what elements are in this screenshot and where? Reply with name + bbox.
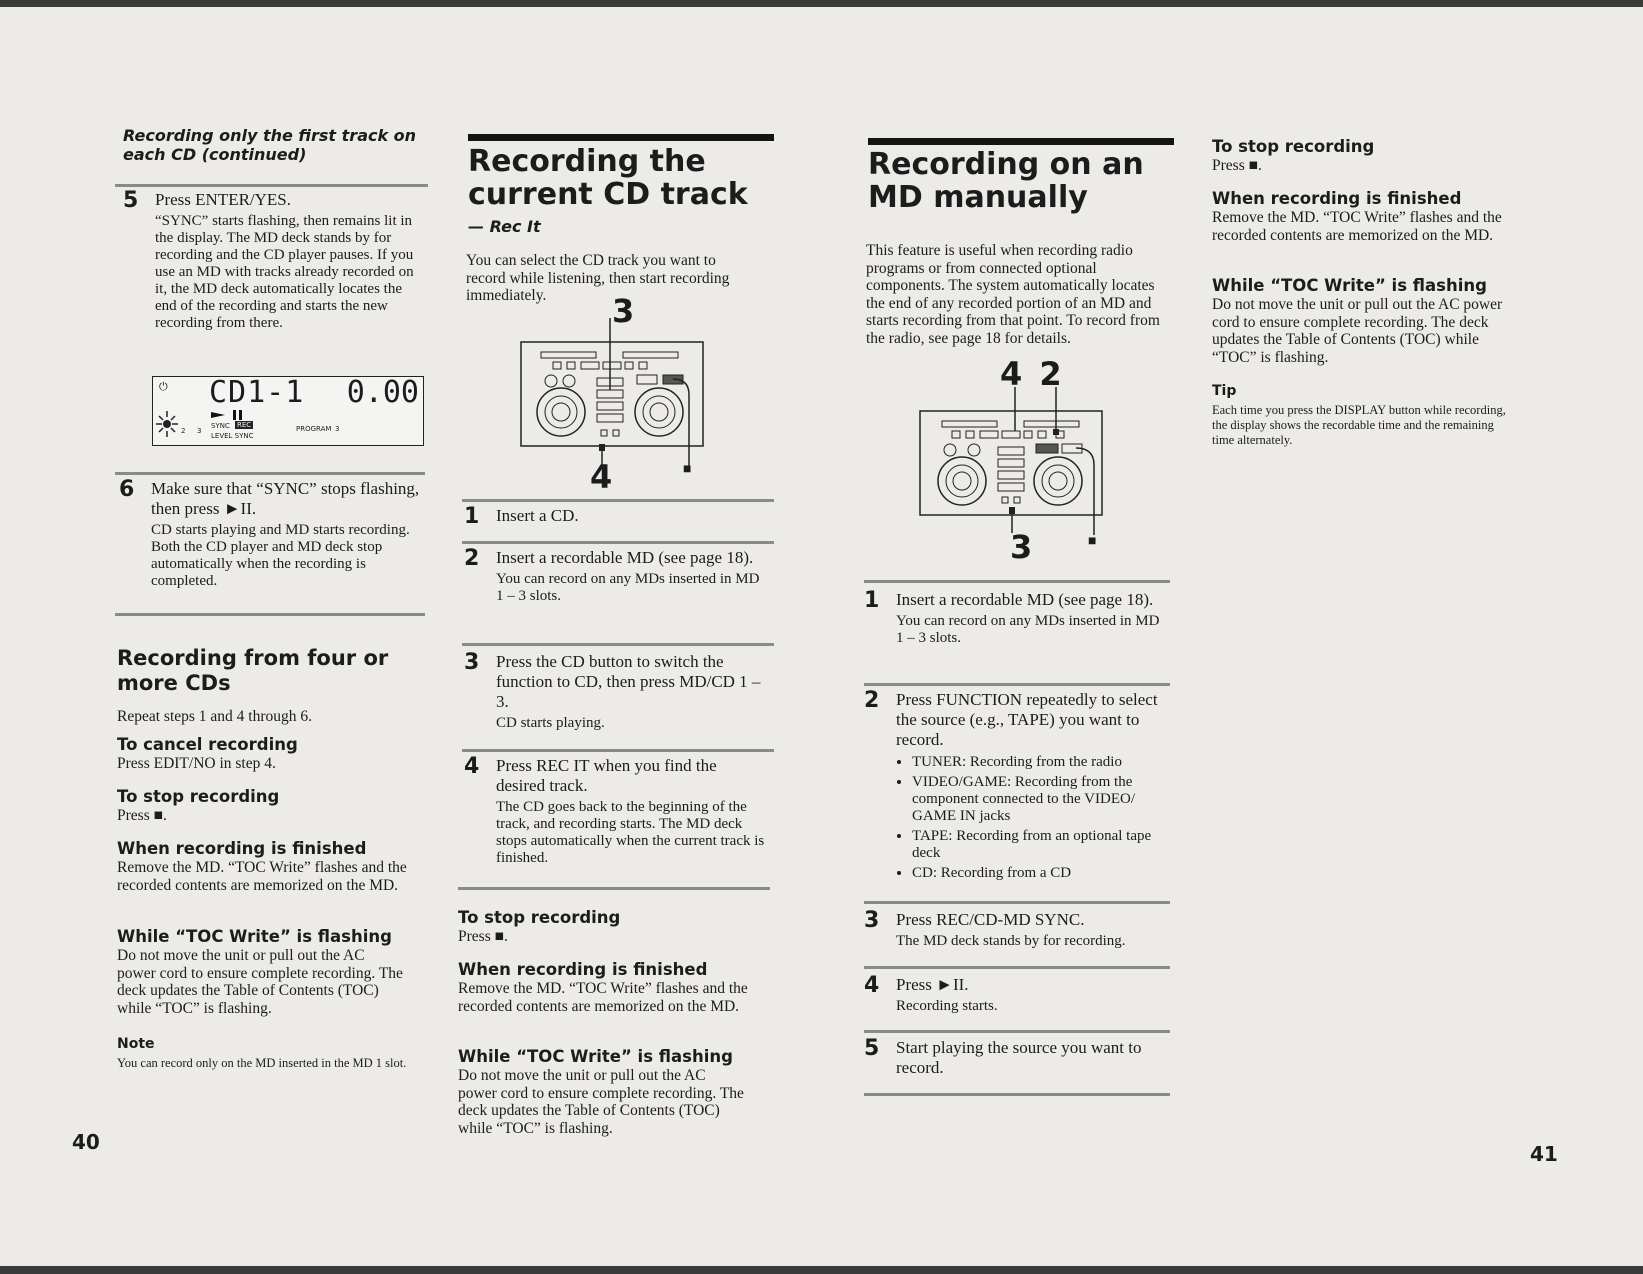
divider bbox=[115, 613, 425, 616]
step-lead: Insert a CD. bbox=[496, 506, 579, 525]
page-number-left: 40 bbox=[72, 1130, 100, 1154]
display-program: PROGRAM bbox=[296, 425, 332, 433]
section-text: Press EDIT/NO in step 4. bbox=[117, 755, 276, 772]
section-text: Press ■. bbox=[1212, 157, 1262, 174]
divider bbox=[462, 541, 774, 544]
step-number: 5 bbox=[123, 188, 139, 213]
divider bbox=[864, 966, 1170, 969]
step-detail: You can record on any MDs inserted in MD 1 – 3 slots. bbox=[896, 613, 1160, 646]
section-title: To cancel recording bbox=[117, 735, 298, 754]
step-number: 4 bbox=[464, 754, 480, 779]
step-number: 6 bbox=[119, 477, 135, 502]
step-lead: Insert a recordable MD (see page 18). bbox=[896, 590, 1154, 609]
section-title: When recording is finished bbox=[1212, 189, 1462, 208]
four-cds-section bbox=[117, 646, 417, 726]
device-illustration bbox=[916, 385, 1116, 545]
section-text: Repeat steps 1 and 4 through 6. bbox=[117, 708, 313, 725]
step-lead: Press FUNCTION repeatedly to select the source (e.g., TAPE) you want to record. bbox=[896, 690, 1158, 749]
step-detail: CD starts playing and MD starts recording. Both the CD player and MD deck stop automatically when the recording is completed. bbox=[151, 522, 410, 589]
source-list bbox=[896, 754, 1169, 882]
step-number: 3 bbox=[864, 908, 880, 933]
step-number: 2 bbox=[864, 688, 880, 713]
step-4 bbox=[464, 756, 769, 876]
section-text: Do not move the unit or pull out the AC power cord to ensure complete recording. The deck updates the Table of Contents (TOC) while “TOC” is flashing. bbox=[458, 1067, 744, 1137]
divider bbox=[458, 887, 770, 890]
step-lead: Press REC IT when you find the desired track. bbox=[496, 756, 717, 795]
section-text: Press ■. bbox=[458, 928, 508, 945]
section-title: To stop recording bbox=[1212, 137, 1375, 156]
step-lead: Press ►II. bbox=[896, 975, 969, 994]
callout-4-2: 4 2 bbox=[1000, 355, 1062, 393]
section-text: Do not move the unit or pull out the AC power cord to ensure complete recording. The deck updates the Table of Contents (TOC) while “TOC” is flashing. bbox=[117, 947, 403, 1017]
section-text: Remove the MD. “TOC Write” flashes and the recorded contents are memorized on the MD. bbox=[1212, 209, 1502, 244]
section-text: Each time you press the DISPLAY button while recording, the display shows the recordable time and the remaining time alternately. bbox=[1212, 403, 1506, 447]
step-lead: Start playing the source you want to record. bbox=[896, 1038, 1142, 1077]
stop-icon: ■ bbox=[683, 462, 692, 477]
divider bbox=[864, 901, 1170, 904]
lcd-display bbox=[152, 376, 424, 446]
finished-section bbox=[458, 960, 758, 1015]
heading-rule bbox=[468, 134, 774, 141]
section-title: To stop recording bbox=[117, 787, 280, 806]
step-detail: The CD goes back to the beginning of the track, and recording starts. The MD deck stops automatically when the current track is finished. bbox=[496, 799, 765, 866]
step-detail: The MD deck stands by for recording. bbox=[896, 933, 1126, 949]
divider bbox=[462, 643, 774, 646]
step-5 bbox=[123, 190, 423, 360]
step-4 bbox=[864, 975, 1169, 1025]
section-subtitle: — Rec It bbox=[468, 217, 541, 236]
step-5 bbox=[864, 1038, 1169, 1088]
step-lead: Insert a recordable MD (see page 18). bbox=[496, 548, 754, 567]
section-text: Do not move the unit or pull out the AC power cord to ensure complete recording. The deck updates the Table of Contents (TOC) while “TOC” is flashing. bbox=[1212, 296, 1503, 366]
step-1 bbox=[464, 506, 769, 536]
display-sync: SYNC bbox=[211, 422, 230, 430]
section-title: Recording the current CD track bbox=[468, 144, 748, 212]
tip-section bbox=[1212, 383, 1512, 448]
toc-section bbox=[458, 1047, 748, 1137]
display-disc-3: 3 bbox=[197, 427, 202, 435]
top-edge bbox=[0, 0, 1643, 7]
step-lead: Press the CD button to switch the function to CD, then press MD/CD 1 – 3. bbox=[496, 652, 761, 711]
section-title: While “TOC Write” is flashing bbox=[117, 927, 392, 946]
callout-3: 3 bbox=[1010, 528, 1033, 566]
section-title: Recording from four or more CDs bbox=[117, 646, 389, 695]
step-number: 1 bbox=[864, 588, 880, 613]
divider bbox=[115, 472, 425, 475]
step-number: 3 bbox=[464, 650, 480, 675]
section-title: Recording on an MD manually bbox=[868, 147, 1144, 215]
step-3 bbox=[464, 652, 769, 747]
step-number: 4 bbox=[864, 973, 880, 998]
section-text: Remove the MD. “TOC Write” flashes and the recorded contents are memorized on the MD. bbox=[117, 859, 407, 894]
display-disc-2: 2 bbox=[181, 427, 186, 435]
step-number: 2 bbox=[464, 546, 480, 571]
section-title: When recording is finished bbox=[458, 960, 708, 979]
divider bbox=[462, 749, 774, 752]
list-item: • TAPE: Recording from an optional tape deck bbox=[912, 828, 1169, 862]
toc-section bbox=[117, 927, 407, 1017]
divider bbox=[115, 184, 428, 187]
step-detail: CD starts playing. bbox=[496, 715, 605, 731]
section-title: Tip bbox=[1212, 383, 1237, 399]
divider bbox=[864, 580, 1170, 583]
bottom-edge bbox=[0, 1266, 1643, 1274]
play-pause-icon bbox=[211, 409, 251, 421]
stop-section bbox=[117, 787, 417, 825]
cancel-section bbox=[117, 735, 417, 773]
step-detail: “SYNC” starts flashing, then remains lit in the display. The MD deck stands by for recording and the CD player pauses. If you use an MD with tracks already recorded on it, the MD deck automatically locates the end of the recording and starts the new recording from there. bbox=[155, 213, 414, 331]
section-title: To stop recording bbox=[458, 908, 621, 927]
list-item: • TUNER: Recording from the radio bbox=[912, 754, 1169, 771]
step-lead: Press REC/CD-MD SYNC. bbox=[896, 910, 1085, 929]
finished-section bbox=[117, 839, 417, 894]
step-6 bbox=[119, 479, 423, 599]
display-track: CD1-1 bbox=[209, 375, 305, 410]
step-detail: You can record on any MDs inserted in MD 1 – 3 slots. bbox=[496, 571, 760, 604]
page-number-right: 41 bbox=[1530, 1142, 1558, 1166]
divider bbox=[864, 1093, 1170, 1096]
disc-indicator-icon bbox=[153, 407, 193, 443]
section-text: Remove the MD. “TOC Write” flashes and the recorded contents are memorized on the MD. bbox=[458, 980, 748, 1015]
intro-text: This feature is useful when recording radio programs or from connected optional components. The system automatically locates the end of any recorded portion of an MD and starts recording from that point. To record from the radio, see page 18 for details. bbox=[866, 242, 1160, 347]
section-text: You can record only on the MD inserted in the MD 1 slot. bbox=[117, 1056, 407, 1070]
display-program-num: 3 bbox=[335, 425, 340, 433]
divider bbox=[864, 1030, 1170, 1033]
heading-rule bbox=[868, 138, 1174, 145]
section-title: While “TOC Write” is flashing bbox=[1212, 276, 1487, 295]
toc-section bbox=[1212, 276, 1504, 366]
display-time: 0.00 bbox=[346, 375, 419, 410]
divider bbox=[864, 683, 1170, 686]
display-level-sync: LEVEL SYNC bbox=[211, 432, 254, 440]
step-number: 1 bbox=[464, 504, 480, 529]
section-title: While “TOC Write” is flashing bbox=[458, 1047, 733, 1066]
callout-3: 3 bbox=[612, 292, 635, 330]
note-section bbox=[117, 1036, 417, 1071]
list-item: • CD: Recording from a CD bbox=[912, 865, 1169, 882]
step-2 bbox=[864, 690, 1169, 895]
step-1 bbox=[864, 590, 1169, 680]
section-title: Note bbox=[117, 1036, 155, 1052]
callout-4: 4 bbox=[590, 458, 613, 496]
step-3 bbox=[864, 910, 1169, 960]
timer-icon: ⏻ bbox=[159, 381, 168, 393]
stop-section bbox=[458, 908, 758, 946]
step-lead: Make sure that “SYNC” stops flashing, then press ►II. bbox=[151, 479, 420, 518]
step-2 bbox=[464, 548, 769, 636]
step-number: 5 bbox=[864, 1036, 880, 1061]
intro-text: You can select the CD track you want to record while listening, then start recording immediately. bbox=[466, 252, 730, 304]
divider bbox=[462, 499, 774, 502]
stop-section bbox=[1212, 137, 1512, 175]
display-rec: REC bbox=[237, 421, 252, 429]
continued-heading: Recording only the first track on each CD (continued) bbox=[123, 126, 417, 164]
step-detail: Recording starts. bbox=[896, 998, 998, 1014]
list-item: • VIDEO/GAME: Recording from the component connected to the VIDEO/ GAME IN jacks bbox=[912, 774, 1169, 825]
stop-icon: ■ bbox=[1088, 534, 1097, 549]
section-title: When recording is finished bbox=[117, 839, 367, 858]
step-lead: Press ENTER/YES. bbox=[155, 190, 291, 209]
finished-section bbox=[1212, 189, 1512, 244]
section-text: Press ■. bbox=[117, 807, 167, 824]
